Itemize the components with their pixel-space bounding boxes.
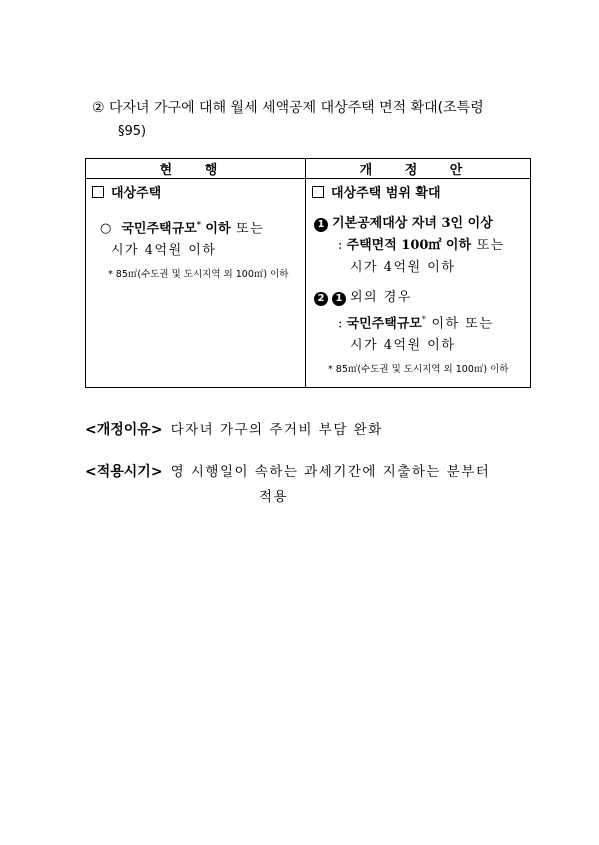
revised-item1 [310,213,524,235]
revised-item2-line3: 시가 4억원 이하 [350,338,456,354]
current-item-bold-tail: 이하 [200,221,231,237]
current-box-row [90,183,299,205]
timing-text: 영 시행일이 속하는 과세기간에 지출하는 분부터 [170,464,491,480]
column-header-current: 현 행 [86,159,306,179]
revised-cell [306,179,531,388]
section-heading-reference: §95) [118,124,147,139]
revised-item2-sub-plain: 이하 또는 [425,316,494,332]
revised-note: * 85㎡(수도권 및 도시지역 외 100㎡) 이하 [328,364,509,376]
bullet-circle-icon: ○ [100,221,112,237]
revised-item2-sub-bold: 국민주택규모 [346,316,422,332]
comparison-table [85,158,531,388]
revised-item2-sup: * [421,315,426,324]
number-two-icon: 2 [314,292,328,306]
number-one-icon: 1 [314,218,328,232]
checkbox-square-icon [92,186,104,198]
section-heading: ② 다자녀 가구에 대해 월세 세액공제 대상주택 면적 확대(조특령 [92,100,484,116]
current-item-sup: * [196,219,201,229]
revised-item1-sub-plain: 또는 [471,238,505,253]
revised-item1-line3: 시가 4억원 이하 [350,260,456,275]
current-item-bold: 국민주택규모 [121,221,197,237]
revised-item1-text: 기본공제대상 자녀 3인 이상 [332,216,493,231]
revised-item1-sub-prefix: : [338,238,347,253]
column-header-revised: 개 정 안 [306,159,531,179]
number-one-icon: 1 [332,292,346,306]
revised-item1-sub-bold: 주택면적 100㎡ 이하 [346,238,472,253]
revised-item2-sub-prefix: : [338,316,347,332]
timing-label: <적용시기> [85,464,163,480]
revised-box-row [310,183,524,205]
revised-item2-sub [310,309,524,335]
timing-row [85,460,490,481]
revised-item1-sub [310,235,524,257]
reason-row [85,418,383,439]
timing-text-line2: 적용 [259,489,289,505]
checkbox-square-icon [312,186,324,198]
current-box-label: 대상주택 [111,186,162,201]
reason-text: 다자녀 가구의 주거비 부담 완화 [170,422,383,438]
current-item-plain: 또는 [230,221,265,237]
current-item [90,213,299,240]
current-item-line2: 시가 4억원 이하 [111,243,217,259]
revised-item2-text: 외의 경우 [350,290,412,305]
current-cell [86,179,306,388]
revised-item2 [310,287,524,309]
revised-box-label: 대상주택 범위 확대 [331,186,441,201]
current-note: * 85㎡(수도권 및 도시지역 외 100㎡) 이하 [108,269,289,281]
reason-label: <개정이유> [85,422,163,438]
